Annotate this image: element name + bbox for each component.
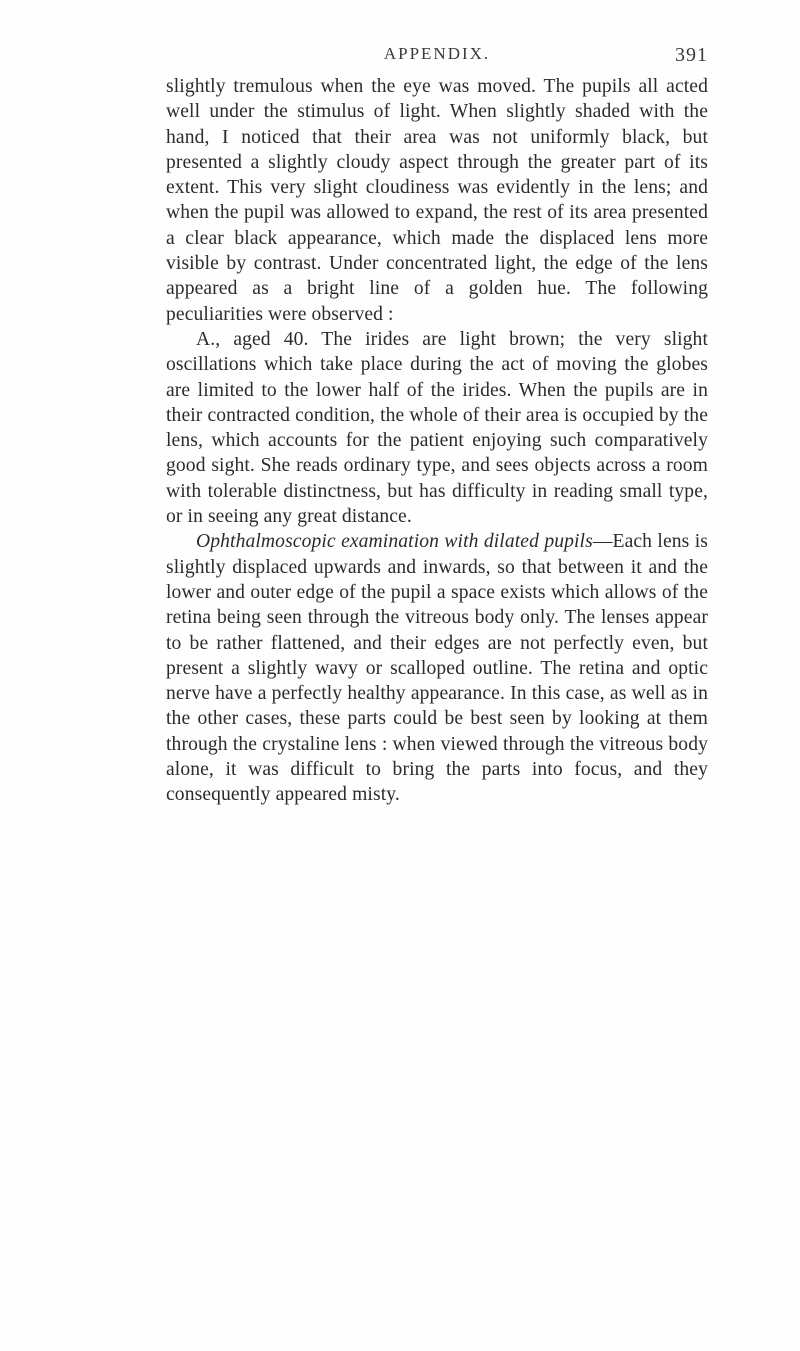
paragraph-continuation: slightly tremulous when the eye was moved. The pupils all acted well under the stimulus of light. When slightly shaded with the hand, I noticed that their area was not uniformly black, but presented a slightly cloudy aspect through the greater part of its extent. This very slight cloudiness was evidently in the lens; and when the pupil was allowed to expand, the rest of its area presented a clear black appearance, which made the displaced lens more visible by contrast. Under concentrated light, the edge of the lens appeared as a bright line of a golden hue. The following peculiarities were observed : bbox=[166, 76, 708, 325]
page-header bbox=[166, 44, 708, 70]
paragraph-case-a: A., aged 40. The irides are light brown; the very slight oscillations which take place during the act of moving the globes are limited to the lower half of the irides. When the pupils are in their contracted condition, the whole of their area is occupied by the lens, which accounts for the patient enjoying such comparatively good sight. She reads ordinary type, and sees objects across a room with tolerable distinctness, but has difficulty in reading small type, or in seeing any great distance. bbox=[166, 328, 708, 528]
page-number: 391 bbox=[675, 44, 708, 66]
body-text bbox=[166, 74, 708, 808]
italic-lead: Ophthalmoscopic examination with dilated pupils bbox=[196, 531, 593, 553]
paragraph-ophthalmoscopic-text: —Each lens is slightly displaced upwards and inwards, so that between it and the lower and outer edge of the pupil a space exists which allows of the retina being seen through the vitreous body only. The lenses appear to be rather flattened, and their edges are not perfectly even, but present a slightly wavy or scalloped outline. The retina and optic nerve have a perfectly healthy appearance. In this case, as well as in the other cases, these parts could be best seen by looking at them through the crystaline lens : when viewed through the vitreous body alone, it was difficult to bring the parts into focus, and they consequently appeared misty. bbox=[166, 531, 708, 806]
running-head: APPENDIX. bbox=[383, 44, 491, 63]
paragraph-ophthalmoscopic bbox=[166, 529, 708, 807]
